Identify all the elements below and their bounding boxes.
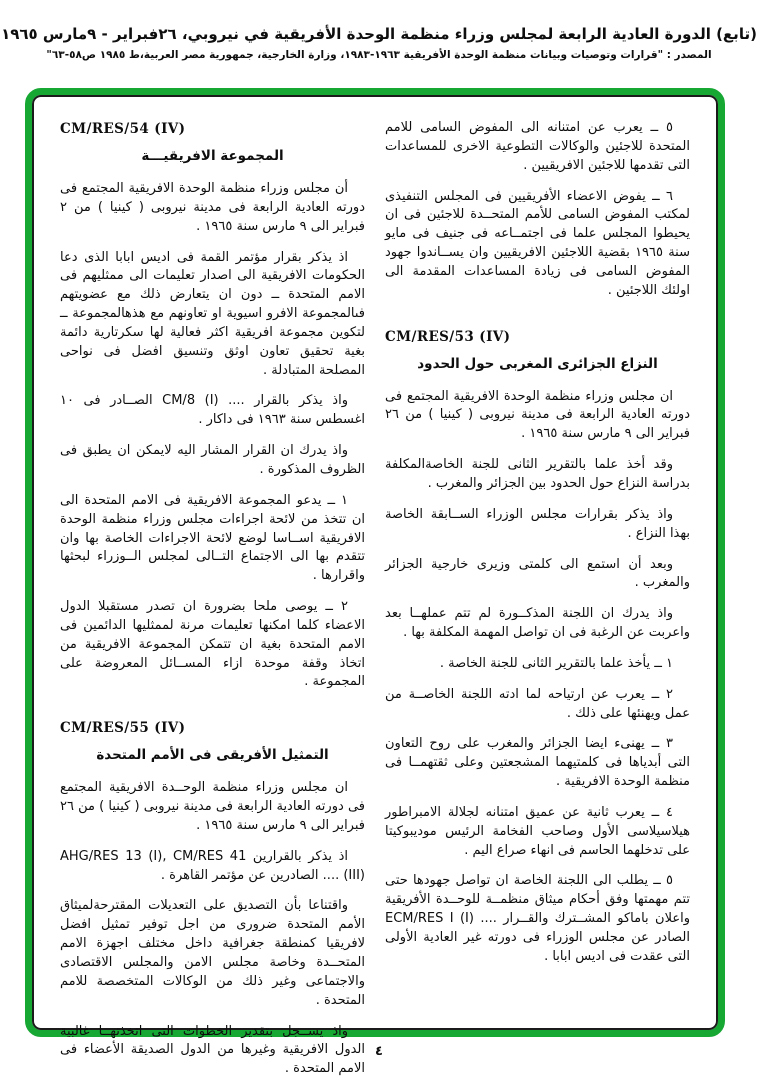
paragraph: واذ يدرك ان القرار المشار اليه لايمكن ان يطبق فى الظروف المذكورة . — [60, 443, 365, 477]
paragraph: واذ يذكر بقرارات مجلس الوزراء الســابقة الخاصة بهذا النزاع . — [385, 506, 690, 541]
paragraph: ان مجلس وزراء منظمة الوحدة الافريقية المجتمع فى دورته العادية الرابعة فى مدينة نيروبى ( كينيا ) من ٢٦ فبراير الى ٩ مارس سنة ١٩٦٥ . — [385, 388, 690, 442]
paragraph: وقد أخذ علما بالتقرير الثانى للجنة الخاصةالمكلفة بدراسة النزاع حول الحدود بين الجزائر والمغرب . — [385, 457, 690, 491]
paragraph: واذ يذكر بالقرار .... CM/8 (I)‎ الصــادر فى ١٠ اغسطس سنة ١٩٦٣ فى داكار . — [60, 393, 365, 428]
green-border-frame — [25, 88, 725, 1077]
paragraph: ٢ ــ يعرب عن ارتياحه لما ادته اللجنة الخاصــة من عمل ويهنئها على ذلك . — [385, 686, 690, 721]
section-heading: النزاع الجزائرى المغربى حول الحدود — [417, 355, 658, 372]
resolution-code-cm-res-55: CM/RES/55 (IV) — [60, 720, 186, 737]
section-heading: المجموعة الافريقيـــة — [141, 148, 284, 164]
paragraph: ١ ــ يأخذ علما بالتقرير الثانى للجنة الخاصة . — [439, 655, 673, 671]
paragraph: ٤ ــ يعرب ثانية عن عميق امتنانه لجلالة الامبراطور هيلاسيلاسى الأول وصاحب الفخامة الرئيس موديبوكيتا على تدخلهما الحاسم فى انهاء صراع اليم . — [385, 804, 690, 858]
paragraph: وبعد أن استمع الى كلمتى وزيرى خارجية الجزائر والمغرب . — [385, 556, 690, 591]
resolution-code-cm-res-53: CM/RES/53 (IV) — [385, 328, 511, 345]
resolution-code-cm-res-54: CM/RES/54 (IV) — [60, 121, 186, 137]
paragraph: ٢ ــ يوصى ملحا بضرورة ان تصدر مستقبلا الدول الاعضاء كلما امكنها تعليمات مرنة لممثليها الدائمين فى الامم المتحدة بغية ان تتمكن المجموعة الافريقية من اتخاذ وقفة موحدة ازاء المســائل المعروضة على المجموعة . — [60, 599, 365, 690]
paragraph: واذ يدرك ان اللجنة المذكــورة لم تتم عملهــا بعد واعربت عن الرغبة فى ان تواصل المهمة المكلفة بها . — [385, 606, 690, 641]
paragraph: ٦ ــ يفوض الاعضاء الأفريقيين فى المجلس التنفيذى لمكتب المفوض السامى للأمم المتحــدة للاجئين فى ان يحيطوا المجلس علما فى اجتمــاعه فى جنيف فى مايو سنة ١٩٦٥ بقضية اللاجئين الافريقيين وان يســاندوا جهود المفوض السامى فى زيادة المساعدات المقدمة الى اولئك اللاجئين . — [385, 188, 690, 298]
paragraph: ٥ ــ يعرب عن امتنانه الى المفوض السامى للامم المتحدة للاجئين والوكالات التطوعية الاخرى للمساعدات التى تقدمها للاجئين الافريقيين . — [385, 120, 690, 173]
column-right — [385, 119, 690, 1014]
paragraph: ٥ ــ يطلب الى اللجنة الخاصة ان تواصل جهودها حتى تتم مهمتها وفق أحكام ميثاق منظمــة للوحــدة الأفريقية واعلان باماكو المشــترك والقــرار .... ECM/RES I (I)‎ الصادر عن مجلس الوزراء فى دورته غير العادية الأولى التى عقدت فى اديس ابابا . — [385, 873, 690, 964]
frame-inner-border — [32, 95, 718, 1077]
paragraph: اذ يذكر بقرار مؤتمر القمة فى اديس ابابا الذى دعا الحكومات الافريقية الى اصدار تعليمات الى ممثليهم فى الامم المتحدة ــ دون ان يتعارض ذلك مع عضويتهم فىالمجموعة الافرو اسيوية او تعاونهم مع هذهالمجموعة ــ لتكوين مجموعة افريقية اكثر فعالية لها سكرتارية دائمة بغية تحقيق تعاون اوثق وتنسيق افضل فى نواحى المصلحة المتبادلة . — [60, 249, 365, 378]
document-header — [0, 0, 758, 61]
paragraph: واذ يســجل بتقدير الخطوات التى اتخذتهــا غالبية الدول الافريقية وغيرها من الدول الصديقة الأعضاء فى الامم المتحدة . — [60, 1023, 365, 1077]
section-heading: التمثيل الأفريقى فى الأمم المتحدة — [96, 747, 329, 764]
page-number: ٤ — [375, 1044, 383, 1059]
paragraph: ١ ــ يدعو المجموعة الافريقية فى الامم المتحدة الى ان تتخذ من لائحة اجراءات مجلس وزراء منظمة الوحدة الافريقية اســاسا لوضع لائحة الاجراءات الخاصة بها وان تتقدم بها الى الاجتماع التــالى لمجلس الــوزراء لبحثها واقرارها . — [60, 492, 365, 584]
column-left — [60, 119, 365, 1077]
source-citation: المصدر : "قرارات وتوصيات وبيانات منظمة الوحدة الأفريقية ١٩٦٣-١٩٨٣، وزارة الخارجية، جمهورية مصر العربية،ط ١٩٨٥ ص٥٨-٦٣" — [46, 49, 712, 61]
paragraph: أن مجلس وزراء منظمة الوحدة الافريقية المجتمع فى دورته العادية الرابعة فى مدينة نيروبى ( كينيا ) من ٢ فبراير الى ٩ مارس سنة ١٩٦٥ . — [60, 181, 365, 234]
paragraph: واقتناعا بأن التصديق على التعديلات المقترحةلميثاق الأمم المتحدة ضرورى من اجل توفير تمثيل افضل لافريقيا كمنطقة جغرافية داخل مختلف اجهزة الامم المتحــدة وخاصة مجلس الامن والمجلس الاقتصادى والاجتماعى وغير ذلك من الوكالات المتخصصة للامم المتحدة . — [60, 898, 365, 1008]
paragraph: ٣ ــ يهنىء ايضا الجزائر والمغرب على روح التعاون التى أبدياها فى كلمتيهما المشجعتين وعلى ثقتهمــا فى منظمة الوحدة الافريقية . — [385, 736, 690, 790]
document-title: (تابع) الدورة العادية الرابعة لمجلس وزراء منظمة الوحدة الأفريقية في نيروبي، ٢٦فبراير - ٩مارس ١٩٦٥ — [1, 25, 757, 43]
paragraph: اذ يذكر بالقرارين AHG/RES 13 (I), CM/RES 41 (III)‎ .... الصادرين عن مؤتمر القاهرة . — [60, 848, 365, 883]
two-column-layout — [60, 119, 690, 1077]
paragraph: ان مجلس وزراء منظمة الوحــدة الافريقية المجتمع فى دورته العادية الرابعة فى مدينة نيروبى ( كينيا ) من ٢٦ فبراير الى ٩ مارس سنة ١٩٦٥ . — [60, 780, 365, 833]
